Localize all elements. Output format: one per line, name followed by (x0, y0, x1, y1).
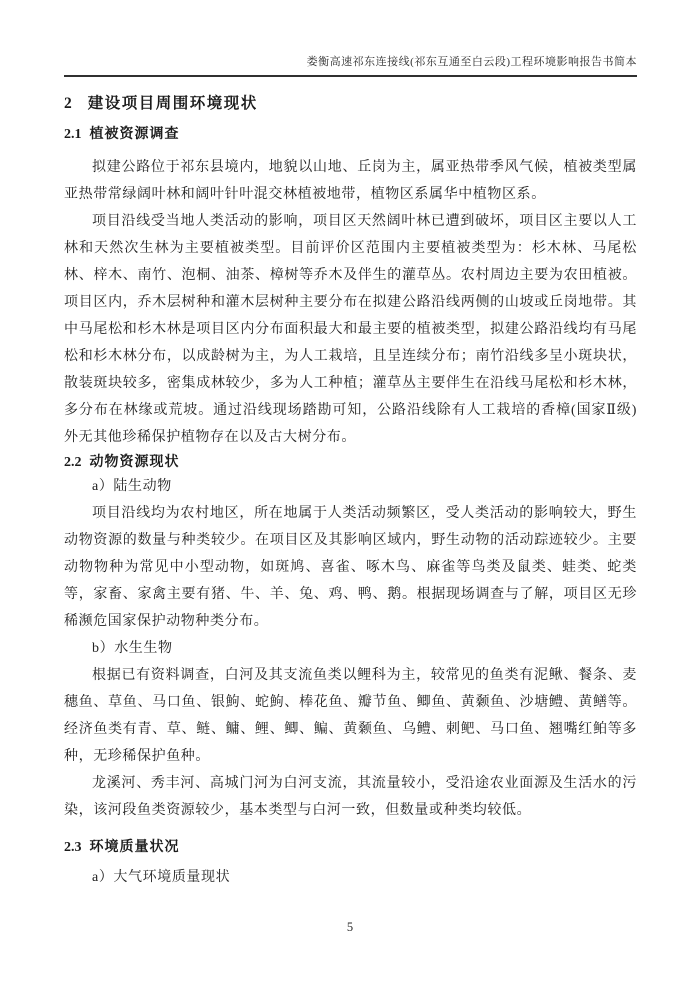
section-title: 植被资源调查 (89, 127, 180, 142)
section-vegetation-survey (64, 125, 637, 451)
subitem-b-aquatic-life: b）水生生物 (92, 641, 173, 656)
subitem-a-air-quality: a）大气环境质量现状 (92, 870, 231, 885)
paragraph-fish-species: 根据已有资料调查，白河及其支流鱼类以鲤科为主，较常见的鱼类有泥鳅、餐条、麦穗鱼、草鱼、马口鱼、银鮈、蛇鮈、棒花鱼、瓣节鱼、鲫鱼、黄颡鱼、沙塘鳢、黄鳝等。经济鱼类有青、草、鲢、鳙、鲤、鲫、鳊、黄颡鱼、乌鳢、刺鲃、马口鱼、翘嘴红鲌等多种，无珍稀保护鱼种。 (64, 668, 637, 764)
chapter-heading (64, 93, 637, 115)
section-title: 环境质量状况 (89, 840, 180, 855)
section-environmental-quality (64, 838, 637, 891)
subitem-a-terrestrial-animals: a）陆生动物 (92, 479, 172, 494)
page-number: 5 (346, 920, 354, 934)
running-header: 娄衡高速祁东连接线(祁东互通至白云段)工程环境影响报告书简本 (64, 55, 637, 77)
paragraph-terrestrial-animals: 项目沿线均为农村地区，所在地属于人类活动频繁区，受人类活动的影响较大，野生动物资源的数量与种类较少。在项目区及其影响区域内，野生动物的活动踪迹较少。主要动物物种为常见中小型动物，如斑鸠、喜雀、啄木鸟、麻雀等鸟类及鼠类、蛙类、蛇类等，家畜、家禽主要有猪、牛、羊、兔、鸡、鸭、鹅。根据现场调查与了解，项目区无珍稀濒危国家保护动物种类分布。 (64, 506, 637, 629)
chapter-title: 建设项目周围环境现状 (87, 95, 258, 112)
paragraph-vegetation-overview: 拟建公路位于祁东县境内，地貌以山地、丘岗为主，属亚热带季风气候，植被类型属亚热带常绿阔叶林和阔叶针叶混交林植被地带，植物区系属华中植物区系。 (64, 160, 637, 202)
section-number: 2.1 (64, 127, 82, 142)
section-heading-2-3 (64, 838, 637, 858)
paragraph-vegetation-detail: 项目沿线受当地人类活动的影响，项目区天然阔叶林已遭到破坏，项目区主要以人工林和天然次生林为主要植被类型。目前评价区范围内主要植被类型为：杉木林、马尾松林、梓木、南竹、泡桐、油茶、樟树等乔木及伴生的灌草丛。农村周边主要为农田植被。项目区内，乔木层树种和灌木层树种主要分布在拟建公路沿线两侧的山坡或丘岗地带。其中马尾松和杉木林是项目区内分布面积最大和最主要的植被类型，拟建公路沿线均有马尾松和杉木林分布，以成龄树为主，为人工栽培，且呈连续分布；南竹沿线多呈小斑块状，散装斑块较多，密集成林较少，多为人工种植；灌草丛主要伴生在沿线马尾松和杉木林，多分布在林缘或荒坡。通过沿线现场踏勘可知，公路沿线除有人工栽培的香樟(国家Ⅱ级)外无其他珍稀保护植物存在以及古大树分布。 (64, 214, 637, 445)
chapter-number: 2 (64, 95, 72, 112)
section-heading-2-1 (64, 125, 637, 145)
section-number: 2.3 (64, 840, 82, 855)
section-heading-2-2 (64, 453, 637, 473)
section-title: 动物资源现状 (89, 455, 180, 470)
section-number: 2.2 (64, 455, 82, 470)
paragraph-tributary-rivers: 龙溪河、秀丰河、高城门河为白河支流，其流量较小，受沿途农业面源及生活水的污染，该河段鱼类资源较少，基本类型与白河一致，但数量或种类均较低。 (64, 776, 637, 818)
section-animal-resources (64, 453, 637, 824)
